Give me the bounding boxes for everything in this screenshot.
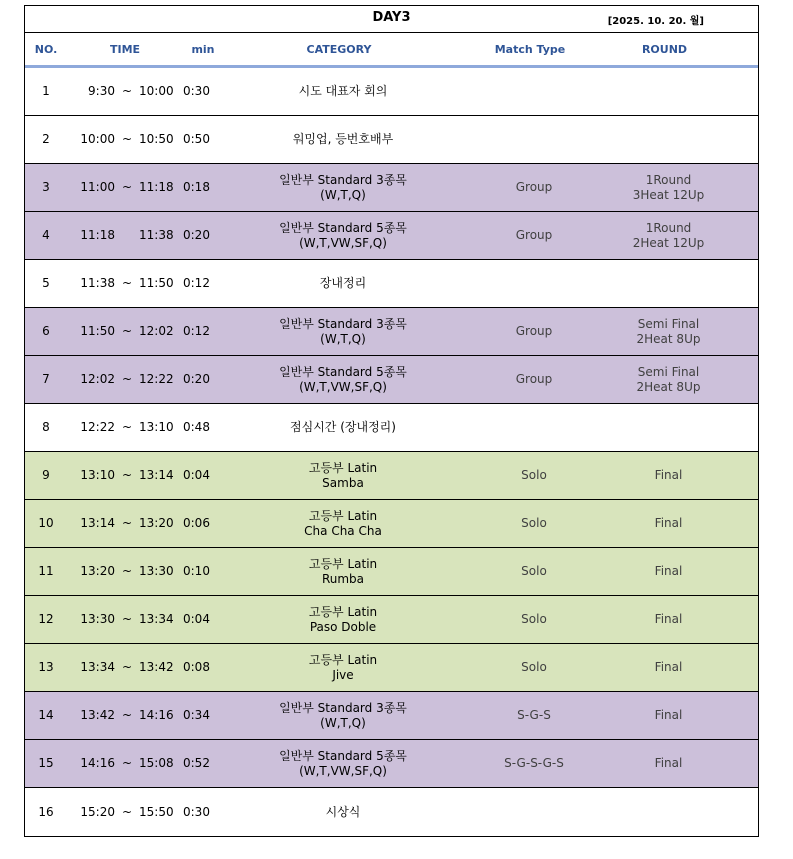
row-match-type: S-G-S <box>517 708 551 722</box>
header-category: CATEGORY <box>306 42 372 56</box>
row-tilde: ~ <box>121 132 133 146</box>
row-cat2-text: Samba <box>322 475 364 490</box>
row-tilde: ~ <box>121 420 133 434</box>
row-category <box>227 308 459 355</box>
row-tilde: ~ <box>121 660 133 674</box>
row-cat1-text: 일반부 Standard 5종목 <box>279 748 407 763</box>
row-cat1-text: 고등부 Latin <box>308 460 378 475</box>
row-round <box>609 788 728 836</box>
row-end-time: 12:02 <box>139 324 174 338</box>
row-tilde: ~ <box>121 756 133 770</box>
row-round1-text: Final <box>654 660 683 674</box>
row-cat2-text: (W,T,VW,SF,Q) <box>299 763 387 778</box>
row-cat1-text: 고등부 Latin <box>308 604 378 619</box>
row-round <box>609 116 728 163</box>
row-category <box>227 500 459 547</box>
title-row <box>25 6 758 33</box>
row-cat2-text: Jive <box>332 667 354 682</box>
row-start-time: 13:42 <box>80 708 115 722</box>
row-cat2-text: (W,T,Q) <box>320 187 366 202</box>
row-end-time: 13:14 <box>139 468 174 482</box>
row-category <box>227 356 459 403</box>
row-tilde: ~ <box>121 372 133 386</box>
row-no: 11 <box>38 564 54 578</box>
row-start-time: 13:10 <box>80 468 115 482</box>
table-row <box>25 548 758 596</box>
row-end-time: 13:30 <box>139 564 174 578</box>
row-match-type <box>459 404 609 451</box>
day-title: DAY3 <box>372 10 411 25</box>
header-match-type: Match Type <box>494 42 566 56</box>
row-tilde: ~ <box>121 708 133 722</box>
row-end-time: 15:50 <box>139 804 174 819</box>
row-category <box>227 644 459 691</box>
row-round <box>609 452 728 499</box>
row-cat1-text: 고등부 Latin <box>308 652 378 667</box>
row-end-time: 10:00 <box>139 84 174 98</box>
table-row <box>25 788 758 836</box>
row-round <box>609 260 728 307</box>
table-row <box>25 212 758 260</box>
row-duration: 0:04 <box>183 612 210 626</box>
row-start-time: 12:02 <box>80 372 115 386</box>
row-match-type: Solo <box>521 516 547 530</box>
row-round <box>609 404 728 451</box>
row-cat1-text: 일반부 Standard 3종목 <box>279 700 407 715</box>
row-round <box>609 596 728 643</box>
row-match-type <box>459 116 609 163</box>
header-no: NO. <box>34 42 58 56</box>
row-tilde: ~ <box>121 276 133 290</box>
row-tilde: ~ <box>121 564 133 578</box>
row-round1-text: Semi Final <box>637 364 700 379</box>
row-no: 8 <box>42 420 50 434</box>
row-round2-text: 3Heat 12Up <box>632 187 705 202</box>
row-round2-text: 2Heat 8Up <box>636 331 701 346</box>
row-cat1-text: 장내정리 <box>319 276 367 290</box>
row-duration: 0:10 <box>183 564 210 578</box>
row-tilde: ~ <box>121 468 133 482</box>
row-duration: 0:30 <box>183 84 210 98</box>
table-row <box>25 404 758 452</box>
row-match-type <box>459 788 609 836</box>
row-start-time: 11:38 <box>80 276 115 290</box>
row-no: 6 <box>42 324 50 338</box>
row-end-time: 14:16 <box>139 708 174 722</box>
table-row <box>25 116 758 164</box>
row-duration: 0:20 <box>183 228 210 242</box>
row-end-time: 13:42 <box>139 660 174 674</box>
row-no: 16 <box>38 804 54 819</box>
row-category <box>227 548 459 595</box>
row-end-time: 11:18 <box>139 180 174 194</box>
row-duration: 0:48 <box>183 420 210 434</box>
row-start-time: 15:20 <box>80 804 115 819</box>
table-row <box>25 164 758 212</box>
row-round <box>609 548 728 595</box>
row-end-time: 13:20 <box>139 516 174 530</box>
table-row <box>25 452 758 500</box>
row-round1-text: Final <box>654 516 683 530</box>
row-round1-text: Final <box>654 708 683 722</box>
row-cat1-text: 일반부 Standard 3종목 <box>279 172 407 187</box>
table-row <box>25 692 758 740</box>
row-round <box>609 500 728 547</box>
row-no: 13 <box>38 660 54 674</box>
row-duration: 0:12 <box>183 324 210 338</box>
row-match-type: Group <box>515 372 553 386</box>
row-round <box>609 164 728 211</box>
row-start-time: 13:14 <box>80 516 115 530</box>
schedule-rows <box>25 68 758 836</box>
row-start-time: 10:00 <box>80 132 115 146</box>
row-start-time: 14:16 <box>80 756 115 770</box>
row-round <box>609 68 728 115</box>
row-start-time: 11:18 <box>80 228 115 242</box>
row-cat1-text: 점심시간 (장내정리) <box>290 420 396 434</box>
row-round1-text: 1Round <box>645 220 692 235</box>
row-category <box>227 404 459 451</box>
row-no: 3 <box>42 180 50 194</box>
row-match-type: S-G-S-G-S <box>504 756 564 770</box>
row-cat1-text: 일반부 Standard 5종목 <box>279 220 407 235</box>
row-category <box>227 788 459 836</box>
row-duration: 0:30 <box>183 804 210 819</box>
row-cat1-text: 고등부 Latin <box>308 508 378 523</box>
header-row <box>25 33 758 68</box>
row-start-time: 11:00 <box>80 180 115 194</box>
table-row <box>25 356 758 404</box>
row-match-type: Group <box>515 324 553 338</box>
row-round1-text: Final <box>654 564 683 578</box>
row-start-time: 11:50 <box>80 324 115 338</box>
row-cat1-text: 일반부 Standard 3종목 <box>279 316 407 331</box>
row-round <box>609 212 728 259</box>
header-round: ROUND <box>641 42 688 56</box>
row-match-type <box>459 260 609 307</box>
row-no: 2 <box>42 132 50 146</box>
row-no: 5 <box>42 276 50 290</box>
row-match-type: Solo <box>521 468 547 482</box>
row-no: 10 <box>38 516 54 530</box>
row-no: 4 <box>42 228 50 242</box>
row-category <box>227 212 459 259</box>
row-match-type: Solo <box>521 564 547 578</box>
row-no: 1 <box>42 84 50 98</box>
row-duration: 0:04 <box>183 468 210 482</box>
row-category <box>227 740 459 787</box>
row-start-time: 12:22 <box>80 420 115 434</box>
row-category <box>227 260 459 307</box>
row-round <box>609 692 728 739</box>
row-category <box>227 164 459 211</box>
row-round <box>609 740 728 787</box>
row-no: 9 <box>42 468 50 482</box>
row-round1-text: 1Round <box>645 172 692 187</box>
row-cat1-text: 시도 대표자 회의 <box>298 84 388 98</box>
row-duration: 0:34 <box>183 708 210 722</box>
row-cat2-text: (W,T,Q) <box>320 715 366 730</box>
row-match-type: Solo <box>521 612 547 626</box>
table-row <box>25 68 758 116</box>
table-row <box>25 500 758 548</box>
row-round1-text: Final <box>654 468 683 482</box>
row-tilde: ~ <box>121 324 133 338</box>
row-cat2-text: Cha Cha Cha <box>304 523 382 538</box>
row-round <box>609 356 728 403</box>
row-tilde: ~ <box>121 180 133 194</box>
row-round1-text: Final <box>654 612 683 626</box>
schedule-sheet <box>24 5 759 837</box>
table-row <box>25 644 758 692</box>
row-start-time: 13:30 <box>80 612 115 626</box>
row-cat1-text: 고등부 Latin <box>308 556 378 571</box>
row-duration: 0:12 <box>183 276 210 290</box>
row-end-time: 11:38 <box>139 228 174 242</box>
row-round <box>609 308 728 355</box>
date-label: [2025. 10. 20. 월] <box>607 16 704 27</box>
table-row <box>25 740 758 788</box>
row-duration: 0:06 <box>183 516 210 530</box>
row-end-time: 13:34 <box>139 612 174 626</box>
row-cat1-text: 일반부 Standard 5종목 <box>279 364 407 379</box>
row-cat2-text: Rumba <box>321 571 365 586</box>
header-time: TIME <box>109 42 141 56</box>
row-tilde <box>115 212 139 259</box>
table-row <box>25 308 758 356</box>
row-duration: 0:52 <box>183 756 210 770</box>
row-round <box>609 644 728 691</box>
row-round2-text: 2Heat 12Up <box>632 235 705 250</box>
row-cat2-text: (W,T,VW,SF,Q) <box>299 379 387 394</box>
row-no: 14 <box>38 708 54 722</box>
row-match-type: Group <box>515 228 553 242</box>
row-tilde: ~ <box>121 804 133 819</box>
row-end-time: 12:22 <box>139 372 174 386</box>
row-cat2-text: (W,T,Q) <box>320 331 366 346</box>
row-match-type: Solo <box>521 660 547 674</box>
row-duration: 0:08 <box>183 660 210 674</box>
row-cat2-text: Paso Doble <box>309 619 377 634</box>
row-end-time: 13:10 <box>139 420 174 434</box>
row-match-type <box>459 68 609 115</box>
row-category <box>227 452 459 499</box>
row-category <box>227 68 459 115</box>
row-start-time: 9:30 <box>88 84 115 98</box>
row-category <box>227 596 459 643</box>
row-start-time: 13:34 <box>80 660 115 674</box>
row-end-time: 11:50 <box>139 276 174 290</box>
row-end-time: 10:50 <box>139 132 174 146</box>
row-start-time: 13:20 <box>80 564 115 578</box>
row-duration: 0:20 <box>183 372 210 386</box>
row-no: 12 <box>38 612 54 626</box>
row-tilde: ~ <box>121 84 133 98</box>
row-no: 7 <box>42 372 50 386</box>
row-tilde: ~ <box>121 612 133 626</box>
row-cat1-text: 시상식 <box>325 804 361 819</box>
row-round2-text: 2Heat 8Up <box>636 379 701 394</box>
row-tilde: ~ <box>121 516 133 530</box>
row-no: 15 <box>38 756 54 770</box>
table-row <box>25 596 758 644</box>
row-duration: 0:50 <box>183 132 210 146</box>
row-duration: 0:18 <box>183 180 210 194</box>
row-cat1-text: 워밍업, 등번호배부 <box>292 132 394 146</box>
row-end-time: 15:08 <box>139 756 174 770</box>
row-round1-text: Semi Final <box>637 316 700 331</box>
row-cat2-text: (W,T,VW,SF,Q) <box>299 235 387 250</box>
row-category <box>227 116 459 163</box>
row-match-type: Group <box>515 180 553 194</box>
row-round1-text: Final <box>654 756 683 770</box>
header-min: min <box>191 42 215 56</box>
row-category <box>227 692 459 739</box>
table-row <box>25 260 758 308</box>
